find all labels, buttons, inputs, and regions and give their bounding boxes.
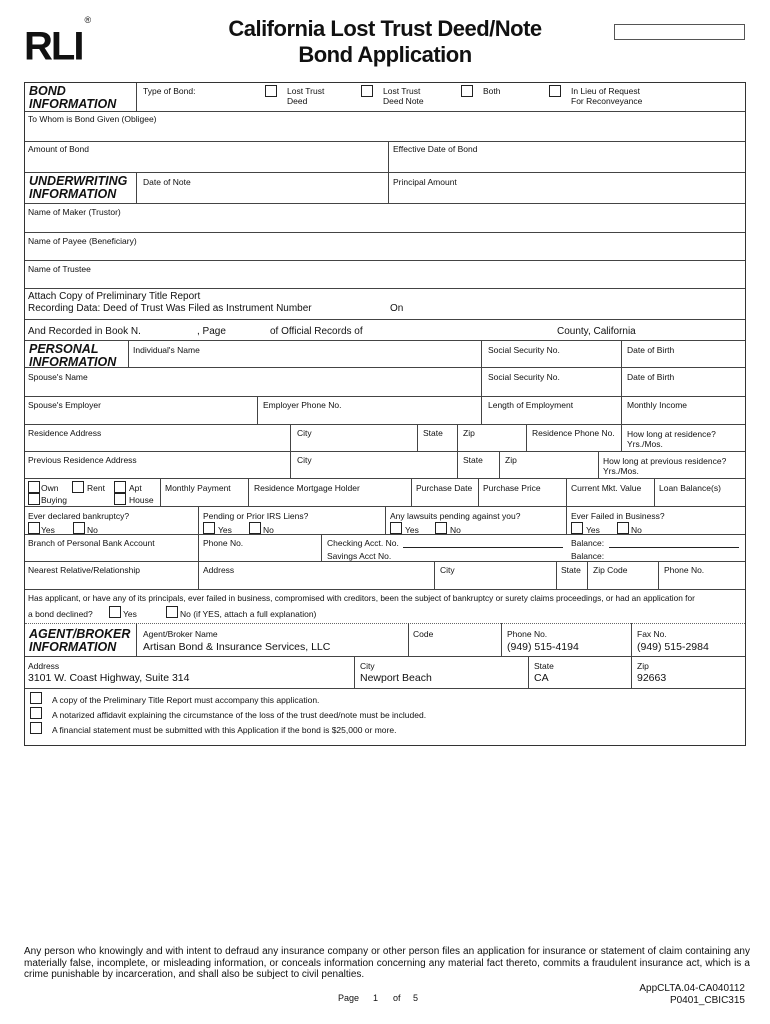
failed-no-checkbox[interactable] xyxy=(617,522,629,534)
house-checkbox[interactable] xyxy=(114,493,126,505)
bond-section-title: BOND INFORMATION xyxy=(29,84,117,111)
lawsuits-no-label: No xyxy=(450,525,461,535)
relative-phone-field[interactable]: Phone No. xyxy=(664,565,705,575)
checklist-affidavit: A notarized affidavit explaining the circumstance of the loss of the trust deed/note must be included. xyxy=(52,710,427,720)
house-label: House xyxy=(129,495,154,505)
both-checkbox[interactable] xyxy=(461,85,473,97)
spouse-dob-field[interactable]: Date of Birth xyxy=(627,372,675,382)
county-label: County, California xyxy=(557,326,636,337)
agent-city-value[interactable]: Newport Beach xyxy=(360,672,432,684)
savings-account-label: Savings Acct No. xyxy=(327,551,392,561)
page-label: , Page xyxy=(197,326,226,337)
principal-amount-field[interactable]: Principal Amount xyxy=(393,177,457,187)
agent-section-title: AGENT/BROKER INFORMATION xyxy=(29,627,131,654)
relative-address-field[interactable]: Address xyxy=(203,565,235,575)
recording-on-label: On xyxy=(390,303,404,314)
checking-balance-input[interactable] xyxy=(609,547,739,548)
residence-phone-field[interactable]: Residence Phone No. xyxy=(532,428,615,438)
agent-zip-value[interactable]: 92663 xyxy=(637,672,667,684)
market-value-field[interactable]: Current Mkt. Value xyxy=(571,483,642,493)
official-records-label: of Official Records of xyxy=(270,326,363,337)
both-label: Both xyxy=(483,86,501,96)
fraud-warning: Any person who knowingly and with intent to defraud any insurance company or other person files an application for insurance or statement of claim containing any materially false, incomplete, or misleading information, or conceals information concerning any material fact thereto, commits a fraudulent insurance act, which is a crime punishable by incarceration, and shall also be subject to civil penalties. xyxy=(24,946,750,980)
lawsuits-yes-checkbox[interactable] xyxy=(390,522,402,534)
previous-state-field[interactable]: State xyxy=(463,455,483,465)
agent-city-label: City xyxy=(360,661,375,671)
how-long-previous-field[interactable]: How long at previous residence? Yrs./Mos. xyxy=(603,456,727,476)
how-long-residence-field[interactable]: How long at residence? Yrs./Mos. xyxy=(627,429,716,449)
purchase-date-field[interactable]: Purchase Date xyxy=(416,483,473,493)
apt-checkbox[interactable] xyxy=(114,481,126,493)
lawsuits-yes-label: Yes xyxy=(405,525,419,535)
residence-state-field[interactable]: State xyxy=(423,428,443,438)
underwriting-section-title: UNDERWRITING INFORMATION xyxy=(29,174,128,201)
individual-name-field[interactable]: Individual's Name xyxy=(133,345,200,355)
agent-fax-value[interactable]: (949) 515-2984 xyxy=(637,641,709,653)
failed-yes-label: Yes xyxy=(586,525,600,535)
form-code-2: P0401_CBIC315 xyxy=(669,994,745,1006)
failed-business-question: Ever Failed in Business? xyxy=(571,511,665,521)
amount-of-bond-field[interactable]: Amount of Bond xyxy=(28,144,89,154)
purchase-price-field[interactable]: Purchase Price xyxy=(483,483,541,493)
office-use-box[interactable] xyxy=(614,24,745,40)
agent-phone-value[interactable]: (949) 515-4194 xyxy=(507,641,579,653)
residence-zip-field[interactable]: Zip xyxy=(463,428,475,438)
payee-field[interactable]: Name of Payee (Beneficiary) xyxy=(28,236,137,246)
agent-address-label: Address xyxy=(28,661,60,671)
previous-zip-field[interactable]: Zip xyxy=(505,455,517,465)
monthly-payment-field[interactable]: Monthly Payment xyxy=(165,483,231,493)
page-total: 5 xyxy=(413,993,419,1003)
residence-address-field[interactable]: Residence Address xyxy=(28,428,102,438)
trustee-field[interactable]: Name of Trustee xyxy=(28,264,91,274)
spouse-name-field[interactable]: Spouse's Name xyxy=(28,372,88,382)
lost-trust-deed-checkbox[interactable] xyxy=(265,85,277,97)
agent-state-label: State xyxy=(534,661,554,671)
checklist-title-report: A copy of the Preliminary Title Report must accompany this application. xyxy=(52,695,320,705)
in-lieu-checkbox[interactable] xyxy=(549,85,561,97)
previous-residence-field[interactable]: Previous Residence Address xyxy=(28,455,137,465)
page-number: 1 xyxy=(373,993,379,1003)
bankruptcy-question: Ever declared bankruptcy? xyxy=(28,511,130,521)
agent-address-value[interactable]: 3101 W. Coast Highway, Suite 314 xyxy=(28,672,190,684)
history-yes-label: Yes xyxy=(123,609,137,619)
checklist-affidavit-checkbox[interactable] xyxy=(30,707,42,719)
failed-yes-checkbox[interactable] xyxy=(571,522,583,534)
recorded-book-label: And Recorded in Book N. xyxy=(28,326,141,337)
savings-balance-label: Balance: xyxy=(571,551,605,561)
history-question: Has applicant, or have any of its principals, ever failed in business, compromised with creditors, been the subject of bankruptcy or surety claims proceedings, or had an application for xyxy=(28,593,695,603)
relative-zip-field[interactable]: Zip Code xyxy=(593,565,628,575)
dob-field[interactable]: Date of Birth xyxy=(627,345,675,355)
lost-trust-deed-note-label: Lost Trust Deed Note xyxy=(383,86,424,106)
irs-yes-label: Yes xyxy=(218,525,232,535)
checking-account-label: Checking Acct. No. xyxy=(327,538,399,548)
bankruptcy-no-checkbox[interactable] xyxy=(73,522,85,534)
agent-name-label: Agent/Broker Name xyxy=(143,629,218,639)
agent-phone-label: Phone No. xyxy=(507,629,548,639)
monthly-income-field[interactable]: Monthly Income xyxy=(627,400,687,410)
failed-no-label: No xyxy=(631,525,642,535)
in-lieu-label: In Lieu of Request For Reconveyance xyxy=(571,86,643,106)
application-form xyxy=(24,82,746,746)
of-label: of xyxy=(393,993,401,1003)
personal-section-title: PERSONAL INFORMATION xyxy=(29,342,117,369)
irs-no-label: No xyxy=(263,525,274,535)
page-title xyxy=(160,16,610,68)
mortgage-holder-field[interactable]: Residence Mortgage Holder xyxy=(254,483,360,493)
bank-branch-field[interactable]: Branch of Personal Bank Account xyxy=(28,538,155,548)
obligee-field[interactable]: To Whom is Bond Given (Obligee) xyxy=(28,114,157,124)
history-question-cont: a bond declined? xyxy=(28,609,93,619)
own-label: Own xyxy=(41,483,59,493)
loan-balance-field[interactable]: Loan Balance(s) xyxy=(659,483,721,493)
checking-balance-label: Balance: xyxy=(571,538,605,548)
maker-field[interactable]: Name of Maker (Trustor) xyxy=(28,207,121,217)
title-line-2: Bond Application xyxy=(298,42,472,67)
irs-yes-checkbox[interactable] xyxy=(203,522,215,534)
recording-data-label: Recording Data: Deed of Trust Was Filed as Instrument Number xyxy=(28,303,312,314)
bank-phone-field[interactable]: Phone No. xyxy=(203,538,244,548)
bankruptcy-yes-checkbox[interactable] xyxy=(28,522,40,534)
checklist-title-report-checkbox[interactable] xyxy=(30,692,42,704)
agent-zip-label: Zip xyxy=(637,661,649,671)
title-line-1: California Lost Trust Deed/Note xyxy=(228,16,542,41)
employer-phone-field[interactable]: Employer Phone No. xyxy=(263,400,342,410)
lawsuits-question: Any lawsuits pending against you? xyxy=(390,511,521,521)
date-of-note-field[interactable]: Date of Note xyxy=(143,177,191,187)
agent-state-value[interactable]: CA xyxy=(534,672,549,684)
bankruptcy-yes-label: Yes xyxy=(41,525,55,535)
lost-trust-deed-note-checkbox[interactable] xyxy=(361,85,373,97)
buying-label: Buying xyxy=(41,495,67,505)
rent-checkbox[interactable] xyxy=(72,481,84,493)
checklist-financial-checkbox[interactable] xyxy=(30,722,42,734)
irs-question: Pending or Prior IRS Liens? xyxy=(203,511,309,521)
attach-title-report-note: Attach Copy of Preliminary Title Report xyxy=(28,291,201,302)
form-codes xyxy=(600,983,745,1006)
relative-state-field[interactable]: State xyxy=(561,565,581,575)
checklist-financial: A financial statement must be submitted with this Application if the bond is $25,000 or more. xyxy=(52,725,397,735)
history-yes-checkbox[interactable] xyxy=(109,606,121,618)
checking-account-input[interactable] xyxy=(403,547,563,548)
spouse-ssn-field[interactable]: Social Security No. xyxy=(488,372,560,382)
history-no-label: No (if YES, attach a full explanation) xyxy=(180,609,317,619)
agent-fax-label: Fax No. xyxy=(637,629,667,639)
agent-code-label: Code xyxy=(413,629,434,639)
residence-city-field[interactable]: City xyxy=(297,428,312,438)
employment-length-field[interactable]: Length of Employment xyxy=(488,400,574,410)
own-checkbox[interactable] xyxy=(28,481,40,493)
lost-trust-deed-label: Lost Trust Deed xyxy=(287,86,325,106)
ssn-field[interactable]: Social Security No. xyxy=(488,345,560,355)
lawsuits-no-checkbox[interactable] xyxy=(435,522,447,534)
bankruptcy-no-label: No xyxy=(87,525,98,535)
nearest-relative-field[interactable]: Nearest Relative/Relationship xyxy=(28,565,140,575)
agent-name-value[interactable]: Artisan Bond & Insurance Services, LLC xyxy=(143,641,331,653)
form-code-1: AppCLTA.04-CA040112 xyxy=(639,983,745,994)
previous-city-field[interactable]: City xyxy=(297,455,312,465)
apt-label: Apt xyxy=(129,483,142,493)
effective-date-field[interactable]: Effective Date of Bond xyxy=(393,144,478,154)
spouse-employer-field[interactable]: Spouse's Employer xyxy=(28,400,101,410)
buying-checkbox[interactable] xyxy=(28,493,40,505)
rent-label: Rent xyxy=(87,483,105,493)
rli-logo: RLI® xyxy=(24,15,92,69)
page-label: Page xyxy=(338,993,360,1003)
irs-no-checkbox[interactable] xyxy=(249,522,261,534)
relative-city-field[interactable]: City xyxy=(440,565,455,575)
type-of-bond-label: Type of Bond: xyxy=(143,86,196,96)
history-no-checkbox[interactable] xyxy=(166,606,178,618)
